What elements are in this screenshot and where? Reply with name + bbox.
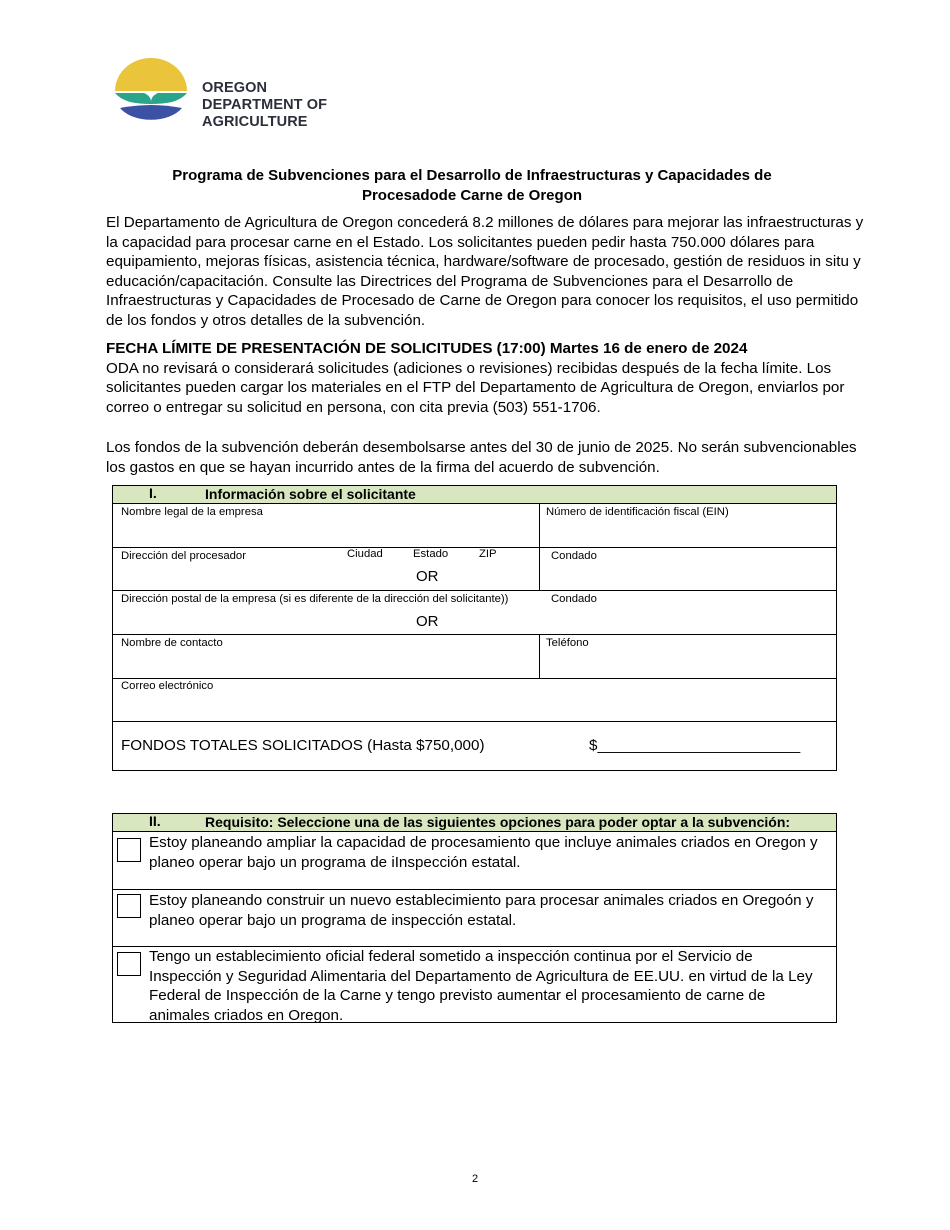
row-divider bbox=[113, 889, 836, 890]
title-line-1: Programa de Subvenciones para el Desarrollo de Infraestructuras y Capacidades de bbox=[172, 167, 772, 184]
option-3-text: Tengo un establecimiento oficial federal sometido a inspección continua por el Servicio de Inspección y Seguridad Alimentaria del Departamento de Agricultura de EE.UU. en virtud de la Ley Federal de Inspección de la Carne y tengo previsto aumentar el procesamiento de carne de animales criados en Oregon. bbox=[149, 948, 813, 1024]
column-divider bbox=[539, 634, 540, 678]
applicant-info-section bbox=[112, 485, 837, 771]
option-2-text: Estoy planeando construir un nuevo establecimiento para procesar animales criados en Oregoón y planeo operar bajo un programa de inspección estatal. bbox=[149, 892, 814, 929]
requirement-section bbox=[112, 813, 837, 1023]
mailing-address-field[interactable]: Dirección postal de la empresa (si es diferente de la dirección del solicitante)) bbox=[121, 593, 509, 605]
row-divider bbox=[113, 590, 836, 591]
intro-paragraph: El Departamento de Agricultura de Oregon concederá 8.2 millones de dólares para mejorar las infraestructuras y la capacidad para procesar carne en el Estado. Los solicitantes pueden pedir hasta 750.000 dólares para equipamiento, mejoras físicas, asistencia técnica, hardware/software de procesado, gestión de residuos in situ y educación/capacitación. Consulte las Directrices del Programa de Subvenciones para el Desarrollo de Infraestructuras y Capacidades de Procesado de Carne de Oregon para conocer los requisitos, el uso permitido de los fondos y otros detalles de la subvención. bbox=[106, 214, 864, 329]
logo-line-1: OREGON bbox=[202, 80, 268, 96]
option-1-text: Estoy planeando ampliar la capacidad de procesamiento que incluye animales criados en Oregon y planeo operar bajo un programa de iInspección estatal. bbox=[149, 834, 818, 871]
logo-line-3: AGRICULTURE bbox=[202, 114, 308, 130]
row-divider bbox=[113, 678, 836, 679]
page-number: 2 bbox=[471, 1173, 479, 1185]
section-2-title: Requisito: Seleccione una de las siguientes opciones para poder optar a la subvención: bbox=[205, 814, 791, 830]
state-value: OR bbox=[416, 568, 439, 585]
email-field[interactable]: Correo electrónico bbox=[121, 680, 214, 692]
mailing-state-value: OR bbox=[416, 613, 439, 630]
title-line-2: Procesadode Carne de Oregon bbox=[361, 187, 583, 204]
section-2-number: II. bbox=[149, 814, 161, 829]
section-2-header bbox=[113, 814, 836, 832]
county-field[interactable]: Condado bbox=[551, 550, 597, 562]
contact-name-field[interactable]: Nombre de contacto bbox=[121, 637, 223, 649]
oda-logo-mark bbox=[114, 58, 188, 130]
deadline-body: ODA no revisará o considerará solicitudes (adiciones o revisiones) recibidas después de la fecha límite. Los solicitantes pueden cargar los materiales en el FTP del Departamento de Agricultura de Oregon, enviarlos por correo o entregar su solicitud en persona, con cita previa (503) 551-1706. bbox=[106, 359, 845, 416]
state-field[interactable]: Estado bbox=[413, 548, 449, 560]
oda-logo bbox=[114, 58, 344, 130]
oda-logo-text bbox=[202, 80, 327, 131]
row-divider bbox=[113, 634, 836, 635]
logo-line-2: DEPARTMENT OF bbox=[202, 97, 328, 113]
phone-field[interactable]: Teléfono bbox=[546, 637, 589, 649]
option-1-checkbox[interactable] bbox=[117, 838, 141, 862]
row-divider bbox=[113, 721, 836, 722]
option-2-checkbox[interactable] bbox=[117, 894, 141, 918]
city-field[interactable]: Ciudad bbox=[347, 548, 383, 560]
option-3-checkbox[interactable] bbox=[117, 952, 141, 976]
mailing-county-field[interactable]: Condado bbox=[551, 593, 597, 605]
column-divider bbox=[539, 504, 540, 591]
ein-field[interactable]: Número de identificación fiscal (EIN) bbox=[546, 506, 729, 518]
document-title bbox=[106, 166, 838, 206]
zip-field[interactable]: ZIP bbox=[479, 548, 497, 560]
funding-note: Los fondos de la subvención deberán desembolsarse antes del 30 de junio de 2025. No serán subvencionables los gastos en que se hayan incurrido antes de la firma del acuerdo de subvención. bbox=[106, 439, 857, 476]
section-1-number: I. bbox=[149, 486, 157, 501]
legal-name-field[interactable]: Nombre legal de la empresa bbox=[121, 506, 263, 518]
total-funds-label: FONDOS TOTALES SOLICITADOS (Hasta $750,000) bbox=[121, 737, 485, 754]
deadline-block bbox=[106, 339, 866, 417]
processor-address-field[interactable]: Dirección del procesador bbox=[121, 550, 246, 562]
row-divider bbox=[113, 547, 836, 548]
deadline-heading: FECHA LÍMITE DE PRESENTACIÓN DE SOLICITUDES (17:00) Martes 16 de enero de 2024 bbox=[106, 340, 748, 357]
section-1-title: Información sobre el solicitante bbox=[205, 486, 416, 502]
section-1-header bbox=[113, 486, 836, 504]
total-funds-input[interactable]: $________________________ bbox=[589, 737, 801, 754]
